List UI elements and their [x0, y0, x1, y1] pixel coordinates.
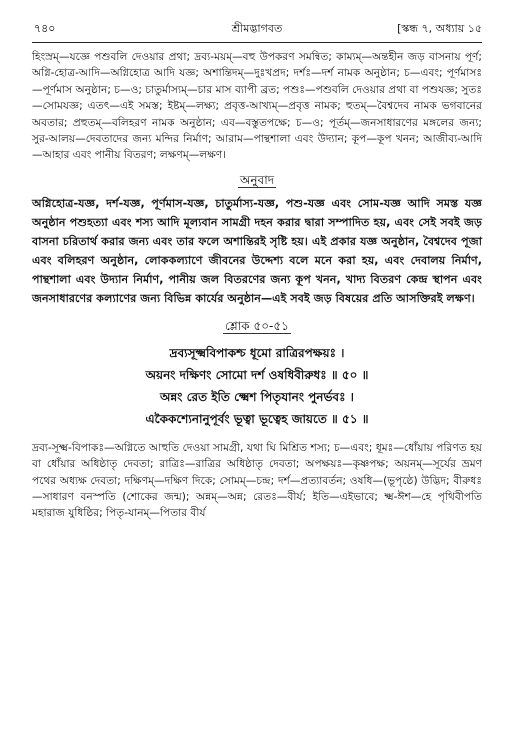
chapter-reference: [স্কন্ধ ৭, অধ্যায় ১৫	[397, 22, 482, 35]
translation-text: অগ্নিহোত্র-যজ্ঞ, দর্শ-যজ্ঞ, পূর্ণমাস-যজ্ঞ, চাতুর্মাস্য-যজ্ঞ, পশু-যজ্ঞ এবং সোম-যজ্ঞ আদি সমস্ত যজ্ঞ অনুষ্ঠান পশুহত্যা এবং শস্য আদি মূল্যবান সামগ্রী দহন করার দ্বারা সম্পাদিত হয়, এবং সেই সবই জড় বাসনা চরিতার্থ করার জন্য এবং তার ফলে অশান্তিরই সৃষ্টি হয়। এই প্রকার যজ্ঞ অনুষ্ঠান, বৈশ্বদেব পূজা এবং বলিহরণ অনুষ্ঠান, লোককল্যাণে জীবনের উদ্দেশ্য বলে মনে করা হয়, এবং দেবালয় নির্মাণ, পান্থশালা এবং উদ্যান নির্মাণ, পানীয় জল বিতরণের জন্য কূপ খনন, খাদ্য বিতরণ কেন্দ্র স্থাপন এবং জনসাধারণের কল্যাণের জন্য বিভিন্ন কার্যের অনুষ্ঠান—এই সবই জড় বিষয়ের প্রতি আসক্তিরই লক্ষণ।	[32, 196, 482, 305]
verse-heading-text: শ্লোক ৫০-৫১	[225, 318, 289, 333]
synonyms-bottom: দ্রব্য-সূক্ষ্ম-বিপাকঃ—অগ্নিতে আহুতি দেওয়া সামগ্রী, যথা ঘি মিশ্রিত শস্য; চ—এবং; ধূমঃ—ধোঁয়ায় পরিণত হয় বা ধোঁয়ার অধিষ্ঠাতৃ দেবতা; রাত্রিঃ—রাত্রির অধিষ্ঠাতৃ দেবতা; অপক্ষয়ঃ—কৃষ্ণপক্ষ; অয়নম্—সূর্যের ভ্রমণ পথের অধ্যক্ষ দেবতা; দক্ষিণম্—দক্ষিণ দিকে; সোমম্—চন্দ্র; দর্শ—প্রত্যাবর্তন; ওষধি—(ভূপৃষ্ঠে) উদ্ভিদ; বীরুধঃ—সাধারণ বনস্পতি (শোকের জন্ম); অন্নম্—অন্ন; রেতঃ—বীর্য; ইতি—এইভাবে; ক্ষ্ম-ঈশ—হে পৃথিবীপতি মহারাজ যুধিষ্ঠির; পিতৃ-যানম্—পিতার বীর্য	[32, 441, 482, 520]
header-rule	[32, 42, 482, 43]
verse-line: অয়নং দক্ষিণং সোমো দর্শ ওষধিবীরুধঃ ॥ ৫০ ॥	[145, 367, 369, 382]
page-number: ৭৪০	[34, 22, 56, 35]
translation-heading-text: অনুবাদ	[239, 172, 275, 187]
translation-heading	[32, 172, 482, 192]
verse-line: একৈকশ্যেনানুপূর্বং ভূত্বা ভূত্বেহ জায়তে ॥ ৫১ ॥	[145, 411, 369, 426]
verse-line: দ্রব্যসূক্ষ্মবিপাকশ্চ ধূমো রাত্রিরপক্ষয়ঃ ।	[169, 345, 345, 360]
verse-line: অন্নং রেত ইতি ক্ষ্মেশ পিতৃযানং পুনর্ভবঃ ।	[160, 389, 354, 404]
verse-block	[32, 342, 482, 430]
running-header	[32, 18, 482, 40]
synonyms-top: হিংস্রম্—যজ্ঞে পশুবলি দেওয়ার প্রথা; দ্রব্য-ময়ম্—বহু উপকরণ সমন্বিত; কাম্যম্—অন্তহীন জড় বাসনায় পূর্ণ; অগ্নি-হোত্র-আদি—অগ্নিহোত্র আদি যজ্ঞ; অশান্তিদম্—দুঃখপ্রদ; দর্শঃ—দর্শ নামক অনুষ্ঠান; চ—এবং; পূর্ণমাসঃ—পূর্ণমাস অনুষ্ঠান; চ—ও; চাতুর্মাস্যম্—চার মাস ব্যাপী ব্রত; পশুঃ—পশুবলি দেওয়ার প্রথা বা পশুযজ্ঞ; সুতঃ—সোমযজ্ঞ; এতৎ—এই সমস্ত; ইষ্টম্—লক্ষ্য; প্রবৃত্ত-আখ্যম্—প্রবৃত্ত নামক; হুতম্—বৈশ্বদেব নামক ভগবানের অবতার; প্রহুতম্—বলিহরণ নামক অনুষ্ঠান; এব—বস্তুতপক্ষে; চ—ও; পূর্তম্—জনসাধারণের মঙ্গলের জন্য; সুর-আলয়—দেবতাদের জন্য মন্দির নির্মাণ; আরাম—পান্থশালা এবং উদ্যান; কূপ—কূপ খনন; আজীব্য-আদি—আহার এবং পানীয় বিতরণ; লক্ষণম্—লক্ষণ।	[32, 51, 482, 162]
page	[32, 18, 482, 532]
book-title: শ্রীমদ্ভাগবত	[231, 22, 283, 35]
verse-heading	[32, 318, 482, 338]
